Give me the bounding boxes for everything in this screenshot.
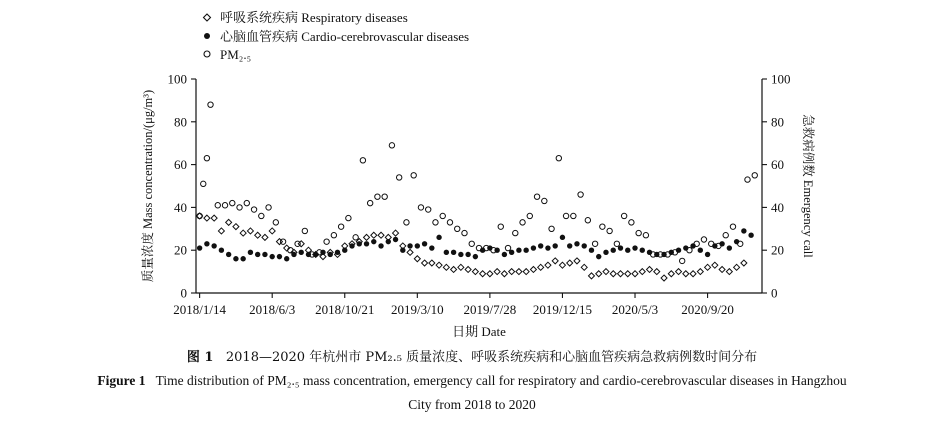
point-cardio bbox=[625, 248, 630, 253]
point-respiratory bbox=[204, 215, 210, 221]
point-pm25 bbox=[404, 220, 409, 225]
point-respiratory bbox=[647, 266, 653, 272]
point-pm25 bbox=[709, 241, 714, 246]
point-cardio bbox=[741, 228, 746, 233]
point-pm25 bbox=[215, 203, 220, 208]
point-pm25 bbox=[197, 213, 202, 218]
point-respiratory bbox=[407, 249, 413, 255]
point-respiratory bbox=[240, 230, 246, 236]
point-pm25 bbox=[433, 220, 438, 225]
point-cardio bbox=[538, 243, 543, 248]
point-cardio bbox=[560, 235, 565, 240]
point-respiratory bbox=[567, 260, 573, 266]
point-respiratory bbox=[705, 264, 711, 270]
point-pm25 bbox=[549, 226, 554, 231]
point-pm25 bbox=[592, 241, 597, 246]
point-respiratory bbox=[726, 269, 732, 275]
point-cardio bbox=[523, 248, 528, 253]
point-respiratory bbox=[668, 271, 674, 277]
point-respiratory bbox=[436, 262, 442, 268]
point-respiratory bbox=[501, 271, 507, 277]
point-pm25 bbox=[440, 213, 445, 218]
point-respiratory bbox=[610, 271, 616, 277]
point-respiratory bbox=[538, 264, 544, 270]
point-respiratory bbox=[465, 266, 471, 272]
point-respiratory bbox=[559, 262, 565, 268]
point-respiratory bbox=[422, 260, 428, 266]
point-respiratory bbox=[719, 266, 725, 272]
point-respiratory bbox=[712, 262, 718, 268]
point-respiratory bbox=[596, 271, 602, 277]
point-cardio bbox=[407, 243, 412, 248]
point-respiratory bbox=[530, 266, 536, 272]
point-cardio bbox=[393, 237, 398, 242]
x-tick-label: 2019/3/10 bbox=[390, 302, 444, 317]
point-pm25 bbox=[244, 200, 249, 205]
point-pm25 bbox=[607, 228, 612, 233]
point-respiratory bbox=[741, 260, 747, 266]
point-respiratory bbox=[545, 262, 551, 268]
point-pm25 bbox=[288, 248, 293, 253]
point-cardio bbox=[422, 241, 427, 246]
point-pm25 bbox=[520, 220, 525, 225]
point-respiratory bbox=[494, 269, 500, 275]
point-cardio bbox=[582, 243, 587, 248]
point-pm25 bbox=[600, 224, 605, 229]
x-tick-label: 2018/10/21 bbox=[315, 302, 375, 317]
point-pm25 bbox=[346, 215, 351, 220]
point-pm25 bbox=[230, 200, 235, 205]
point-cardio bbox=[386, 239, 391, 244]
y-tick-label-right: 60 bbox=[771, 157, 784, 173]
point-cardio bbox=[233, 256, 238, 261]
point-respiratory bbox=[603, 269, 609, 275]
point-respiratory bbox=[676, 269, 682, 275]
point-pm25 bbox=[679, 258, 684, 263]
point-respiratory bbox=[226, 219, 232, 225]
point-respiratory bbox=[683, 271, 689, 277]
point-pm25 bbox=[534, 194, 539, 199]
point-pm25 bbox=[563, 213, 568, 218]
point-pm25 bbox=[208, 102, 213, 107]
point-pm25 bbox=[527, 213, 532, 218]
point-cardio bbox=[748, 233, 753, 238]
y-axis-right-title: 急救病例数 Emergency call bbox=[801, 114, 815, 258]
point-pm25 bbox=[687, 248, 692, 253]
legend-label-respiratory: 呼吸系统疾病 Respiratory diseases bbox=[220, 10, 408, 25]
point-cardio bbox=[465, 252, 470, 257]
point-pm25 bbox=[331, 233, 336, 238]
point-cardio bbox=[240, 256, 245, 261]
point-cardio bbox=[596, 254, 601, 259]
point-cardio bbox=[502, 252, 507, 257]
point-cardio bbox=[603, 250, 608, 255]
point-pm25 bbox=[542, 198, 547, 203]
legend-marker-filled-circle bbox=[204, 33, 210, 39]
point-respiratory bbox=[639, 269, 645, 275]
point-respiratory bbox=[480, 271, 486, 277]
point-cardio bbox=[204, 241, 209, 246]
point-pm25 bbox=[273, 220, 278, 225]
point-cardio bbox=[516, 248, 521, 253]
y-tick-label-left: 100 bbox=[167, 71, 187, 87]
y-ticks-right bbox=[762, 72, 791, 301]
point-pm25 bbox=[614, 241, 619, 246]
point-respiratory bbox=[443, 264, 449, 270]
point-pm25 bbox=[266, 205, 271, 210]
point-cardio bbox=[349, 243, 354, 248]
point-respiratory bbox=[625, 271, 631, 277]
point-respiratory bbox=[654, 269, 660, 275]
caption-en-line1 bbox=[0, 373, 944, 389]
point-pm25 bbox=[455, 226, 460, 231]
y-tick-label-right: 40 bbox=[771, 199, 784, 215]
point-pm25 bbox=[418, 205, 423, 210]
point-cardio bbox=[567, 243, 572, 248]
point-cardio bbox=[436, 235, 441, 240]
point-cardio bbox=[727, 245, 732, 250]
point-cardio bbox=[299, 250, 304, 255]
point-cardio bbox=[211, 243, 216, 248]
point-pm25 bbox=[556, 155, 561, 160]
point-respiratory bbox=[247, 228, 253, 234]
point-pm25 bbox=[222, 203, 227, 208]
legend-item-pm25 bbox=[204, 47, 251, 62]
point-respiratory bbox=[661, 275, 667, 281]
point-cardio bbox=[364, 241, 369, 246]
point-respiratory bbox=[371, 232, 377, 238]
legend bbox=[204, 10, 470, 62]
point-cardio bbox=[698, 248, 703, 253]
point-respiratory bbox=[218, 228, 224, 234]
point-respiratory bbox=[458, 264, 464, 270]
point-cardio bbox=[219, 248, 224, 253]
series-respiratory bbox=[197, 213, 747, 281]
legend-item-respiratory bbox=[204, 10, 408, 25]
x-ticks bbox=[173, 293, 734, 317]
point-respiratory bbox=[618, 271, 624, 277]
point-pm25 bbox=[338, 224, 343, 229]
point-pm25 bbox=[411, 173, 416, 178]
y-tick-label-left: 40 bbox=[174, 199, 187, 215]
point-cardio bbox=[451, 250, 456, 255]
caption-en-text-2: City from 2018 to 2020 bbox=[408, 397, 536, 412]
point-pm25 bbox=[382, 194, 387, 199]
point-cardio bbox=[640, 248, 645, 253]
point-respiratory bbox=[364, 234, 370, 240]
x-axis-title: 日期 Date bbox=[452, 324, 506, 339]
point-pm25 bbox=[201, 181, 206, 186]
x-tick-label: 2020/9/20 bbox=[681, 302, 734, 317]
point-respiratory bbox=[734, 264, 740, 270]
caption-zh bbox=[0, 346, 944, 365]
point-pm25 bbox=[621, 213, 626, 218]
point-pm25 bbox=[701, 237, 706, 242]
point-pm25 bbox=[302, 228, 307, 233]
caption-en-text-1: Time distribution of PM₂.₅ mass concentration, emergency call for respiratory and cardio-cerebrovascular diseases in Hangzhou bbox=[155, 373, 847, 388]
caption-zh-label: 图 1 bbox=[186, 350, 214, 365]
legend-item-cardio bbox=[204, 29, 469, 44]
y-tick-label-left: 80 bbox=[174, 114, 187, 130]
point-pm25 bbox=[462, 230, 467, 235]
point-respiratory bbox=[378, 232, 384, 238]
point-respiratory bbox=[690, 271, 696, 277]
x-tick-label: 2019/7/28 bbox=[463, 302, 517, 317]
point-cardio bbox=[284, 256, 289, 261]
point-cardio bbox=[574, 241, 579, 246]
point-respiratory bbox=[516, 269, 522, 275]
caption-en-label: Figure 1 bbox=[97, 373, 146, 388]
legend-marker-open-circle bbox=[204, 51, 210, 57]
x-tick-label: 2018/6/3 bbox=[249, 302, 296, 317]
point-respiratory bbox=[414, 256, 420, 262]
x-tick-label: 2019/12/15 bbox=[532, 302, 593, 317]
point-pm25 bbox=[396, 175, 401, 180]
point-pm25 bbox=[469, 241, 474, 246]
y-tick-label-right: 0 bbox=[771, 285, 778, 301]
point-cardio bbox=[335, 250, 340, 255]
point-pm25 bbox=[375, 194, 380, 199]
point-pm25 bbox=[204, 155, 209, 160]
point-cardio bbox=[226, 252, 231, 257]
point-respiratory bbox=[255, 232, 261, 238]
point-respiratory bbox=[211, 215, 217, 221]
point-pm25 bbox=[360, 158, 365, 163]
point-pm25 bbox=[324, 239, 329, 244]
point-respiratory bbox=[393, 230, 399, 236]
y-tick-label-left: 20 bbox=[174, 242, 187, 258]
point-pm25 bbox=[447, 220, 452, 225]
point-cardio bbox=[262, 252, 267, 257]
legend-marker-diamond bbox=[204, 14, 211, 21]
point-cardio bbox=[531, 245, 536, 250]
point-pm25 bbox=[694, 241, 699, 246]
point-respiratory bbox=[509, 269, 515, 275]
caption-en-line2 bbox=[0, 397, 944, 413]
point-cardio bbox=[371, 239, 376, 244]
point-pm25 bbox=[353, 235, 358, 240]
point-cardio bbox=[378, 243, 383, 248]
point-respiratory bbox=[262, 234, 268, 240]
point-pm25 bbox=[643, 233, 648, 238]
point-pm25 bbox=[476, 245, 481, 250]
point-cardio bbox=[632, 245, 637, 250]
point-respiratory bbox=[632, 271, 638, 277]
point-cardio bbox=[545, 245, 550, 250]
y-tick-label-right: 20 bbox=[771, 242, 784, 258]
y-ticks-left bbox=[168, 72, 197, 301]
y-tick-label-left: 0 bbox=[180, 285, 187, 301]
point-cardio bbox=[357, 241, 362, 246]
point-respiratory bbox=[451, 266, 457, 272]
point-pm25 bbox=[367, 200, 372, 205]
point-respiratory bbox=[588, 273, 594, 279]
point-respiratory bbox=[233, 224, 239, 230]
point-cardio bbox=[415, 243, 420, 248]
legend-label-pm25: PM₂.₅ bbox=[220, 47, 252, 62]
caption-zh-text: 2018—2020 年杭州市 PM₂.₅ 质量浓度、呼吸系统疾病和心脑血管疾病急救病例数时间分布 bbox=[225, 350, 758, 365]
point-cardio bbox=[458, 252, 463, 257]
point-pm25 bbox=[389, 143, 394, 148]
axes bbox=[196, 79, 762, 293]
point-cardio bbox=[552, 243, 557, 248]
point-cardio bbox=[342, 248, 347, 253]
point-cardio bbox=[473, 254, 478, 259]
point-respiratory bbox=[552, 258, 558, 264]
legend-label-cardio: 心脑血管疾病 Cardio-cerebrovascular diseases bbox=[220, 29, 470, 44]
point-pm25 bbox=[738, 241, 743, 246]
point-pm25 bbox=[629, 220, 634, 225]
point-pm25 bbox=[259, 213, 264, 218]
point-respiratory bbox=[487, 271, 493, 277]
series-cardio bbox=[197, 228, 754, 261]
point-pm25 bbox=[730, 224, 735, 229]
point-respiratory bbox=[697, 269, 703, 275]
y-tick-label-right: 80 bbox=[771, 114, 784, 130]
point-pm25 bbox=[498, 224, 503, 229]
x-tick-label: 2020/5/3 bbox=[611, 302, 659, 317]
point-pm25 bbox=[745, 177, 750, 182]
series-pm25 bbox=[197, 102, 758, 264]
point-cardio bbox=[328, 252, 333, 257]
y-axis-left-title: 质量浓度 Mass concentration/(μg/m³) bbox=[141, 89, 155, 283]
point-pm25 bbox=[571, 213, 576, 218]
point-pm25 bbox=[723, 233, 728, 238]
point-respiratory bbox=[574, 258, 580, 264]
point-cardio bbox=[705, 252, 710, 257]
x-tick-label: 2018/1/14 bbox=[173, 302, 226, 317]
point-pm25 bbox=[513, 230, 518, 235]
point-cardio bbox=[429, 245, 434, 250]
y-tick-label-right: 100 bbox=[771, 71, 791, 87]
point-pm25 bbox=[585, 218, 590, 223]
point-cardio bbox=[248, 250, 253, 255]
point-cardio bbox=[589, 248, 594, 253]
point-cardio bbox=[277, 254, 282, 259]
point-respiratory bbox=[269, 228, 275, 234]
point-respiratory bbox=[472, 269, 478, 275]
point-pm25 bbox=[636, 230, 641, 235]
point-pm25 bbox=[505, 245, 510, 250]
point-cardio bbox=[611, 248, 616, 253]
point-cardio bbox=[197, 245, 202, 250]
y-tick-label-left: 60 bbox=[174, 157, 187, 173]
point-respiratory bbox=[429, 260, 435, 266]
point-pm25 bbox=[426, 207, 431, 212]
point-cardio bbox=[444, 250, 449, 255]
point-pm25 bbox=[237, 205, 242, 210]
point-cardio bbox=[400, 248, 405, 253]
point-respiratory bbox=[523, 269, 529, 275]
point-cardio bbox=[255, 252, 260, 257]
point-cardio bbox=[269, 254, 274, 259]
point-respiratory bbox=[581, 264, 587, 270]
point-pm25 bbox=[251, 207, 256, 212]
point-pm25 bbox=[752, 173, 757, 178]
point-pm25 bbox=[578, 192, 583, 197]
